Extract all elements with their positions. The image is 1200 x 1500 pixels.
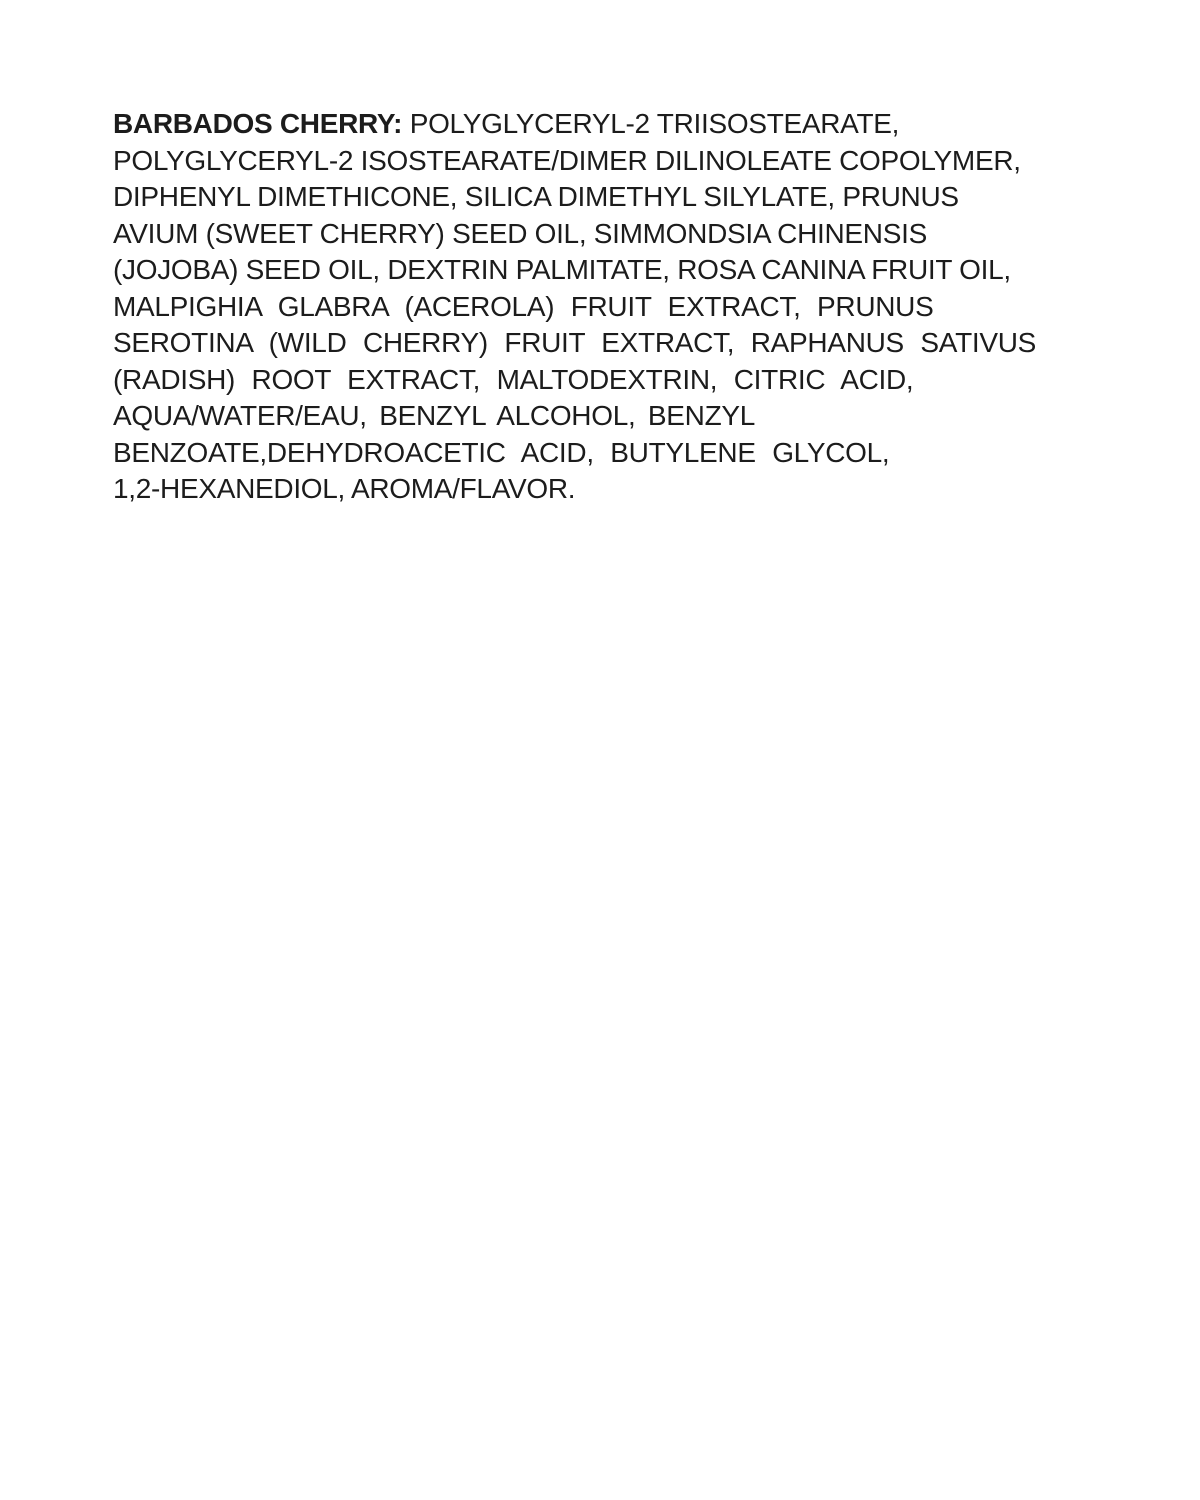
ingredients-line: BENZOATE,DEHYDROACETIC ACID, BUTYLENE GLYCOL, — [113, 436, 890, 468]
ingredients-text-block — [113, 106, 1083, 508]
ingredients-line: SEROTINA (WILD CHERRY) FRUIT EXTRACT, RAPHANUS SATIVUS — [113, 327, 1037, 358]
ingredients-heading: BARBADOS CHERRY: — [113, 108, 403, 139]
ingredients-line: 1,2-HEXANEDIOL, AROMA/FLAVOR. — [113, 473, 576, 504]
ingredients-line: (JOJOBA) SEED OIL, DEXTRIN PALMITATE, ROSA CANINA FRUIT OIL, — [113, 254, 1011, 285]
ingredients-line: AVIUM (SWEET CHERRY) SEED OIL, SIMMONDSIA CHINENSIS — [113, 217, 927, 249]
ingredients-line: DIPHENYL DIMETHICONE, SILICA DIMETHYL SILYLATE, PRUNUS — [113, 181, 959, 212]
ingredients-heading-rest: POLYGLYCERYL-2 TRIISOSTEARATE, — [409, 108, 900, 139]
ingredients-line: (RADISH) ROOT EXTRACT, MALTODEXTRIN, CITRIC ACID, — [113, 363, 914, 395]
ingredients-line: MALPIGHIA GLABRA (ACEROLA) FRUIT EXTRACT, PRUNUS — [113, 290, 934, 322]
ingredients-line: POLYGLYCERYL-2 ISOSTEARATE/DIMER DILINOLEATE COPOLYMER, — [113, 144, 1021, 176]
ingredients-line: AQUA/WATER/EAU, BENZYL ALCOHOL, BENZYL — [113, 400, 756, 431]
ingredients-line — [113, 106, 1083, 143]
